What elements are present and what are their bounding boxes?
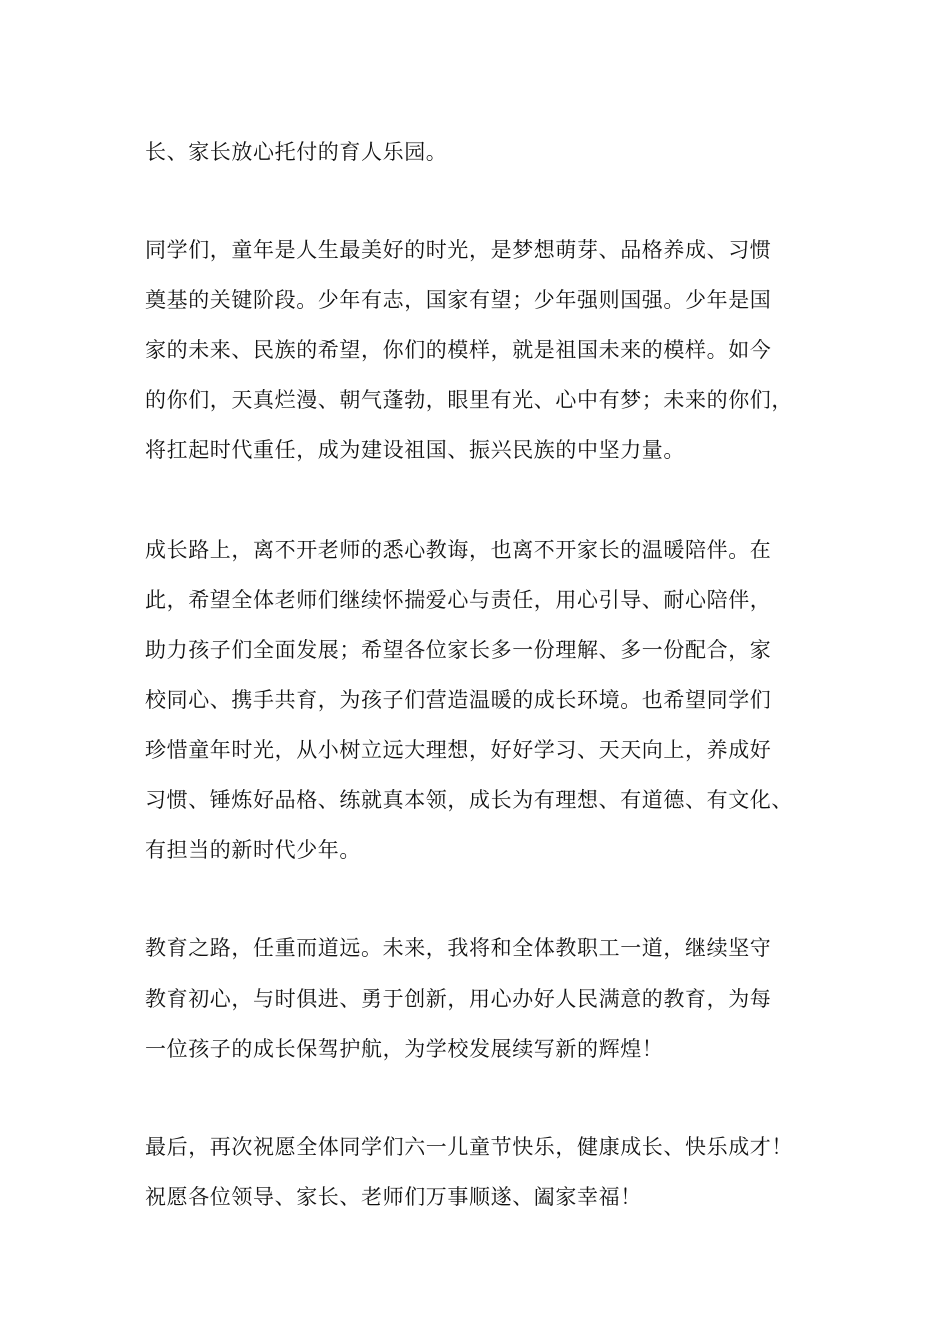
paragraph-5-line-2: 祝愿各位领导、家长、老师们万事顺遂、阖家幸福！ — [145, 1185, 642, 1209]
paragraph-1-line-1: 长、家长放心托付的育人乐园。 — [145, 140, 448, 164]
paragraph-2-line-3: 家的未来、民族的希望，你们的模样，就是祖国未来的模样。如今 — [145, 338, 772, 362]
paragraph-4-line-1: 教育之路，任重而道远。未来，我将和全体教职工一道，继续坚守 — [145, 936, 772, 960]
paragraph-2-line-1: 同学们，童年是人生最美好的时光，是梦想萌芽、品格养成、习惯 — [145, 238, 772, 262]
paragraph-3-line-7: 有担当的新时代少年。 — [145, 838, 361, 862]
paragraph-2-line-5: 将扛起时代重任，成为建设祖国、振兴民族的中坚力量。 — [145, 438, 685, 462]
paragraph-2-line-4: 的你们，天真烂漫、朝气蓬勃，眼里有光、心中有梦；未来的你们， — [145, 388, 793, 412]
paragraph-3-line-4: 校同心、携手共育，为孩子们营造温暖的成长环境。也希望同学们 — [145, 688, 772, 712]
paragraph-3-line-6: 习惯、锤炼好品格、练就真本领，成长为有理想、有道德、有文化、 — [145, 788, 793, 812]
paragraph-4-line-2: 教育初心，与时俱进、勇于创新，用心办好人民满意的教育，为每 — [145, 987, 772, 1011]
paragraph-4-line-3: 一位孩子的成长保驾护航，为学校发展续写新的辉煌！ — [145, 1037, 664, 1061]
paragraph-3-line-1: 成长路上，离不开老师的悉心教诲，也离不开家长的温暖陪伴。在 — [145, 538, 772, 562]
paragraph-3-line-2: 此，希望全体老师们继续怀揣爱心与责任，用心引导、耐心陪伴， — [145, 588, 772, 612]
paragraph-5-line-1: 最后，再次祝愿全体同学们六一儿童节快乐，健康成长、快乐成才！ — [145, 1135, 793, 1159]
paragraph-3-line-5: 珍惜童年时光，从小树立远大理想，好好学习、天天向上，养成好 — [145, 738, 772, 762]
paragraph-2-line-2: 奠基的关键阶段。少年有志，国家有望；少年强则国强。少年是国 — [145, 288, 772, 312]
paragraph-3-line-3: 助力孩子们全面发展；希望各位家长多一份理解、多一份配合，家 — [145, 638, 772, 662]
